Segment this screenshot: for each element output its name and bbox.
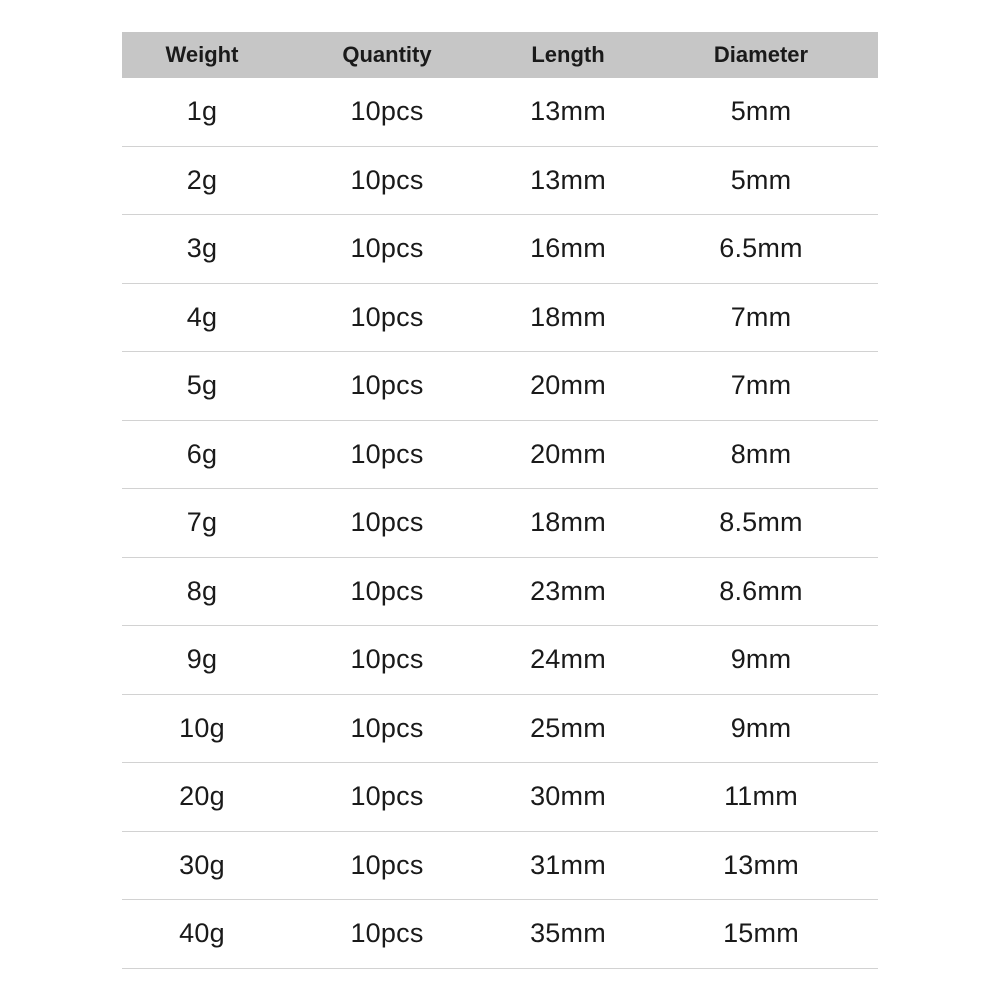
table-row: [122, 489, 878, 558]
cell-weight: 30g: [179, 849, 225, 880]
header-diameter: Diameter: [713, 42, 809, 67]
cell-weight: 10g: [179, 712, 225, 743]
cell-weight: 3g: [186, 233, 218, 264]
cell-weight: 6g: [186, 438, 218, 469]
cell-weight: 2g: [186, 164, 218, 195]
table-row: [122, 78, 878, 147]
cell-length: 18mm: [530, 507, 606, 538]
table-row: [122, 695, 878, 764]
cell-quantity: 10pcs: [350, 301, 424, 332]
table-header-row: [122, 32, 878, 78]
cell-quantity: 10pcs: [350, 233, 424, 264]
cell-weight: 40g: [179, 918, 225, 949]
cell-weight: 7g: [186, 507, 218, 538]
table-row: [122, 832, 878, 901]
cell-weight: 5g: [186, 370, 218, 401]
cell-length: 13mm: [530, 164, 606, 195]
cell-weight: 9g: [186, 644, 218, 675]
cell-quantity: 10pcs: [350, 918, 424, 949]
cell-quantity: 10pcs: [350, 96, 424, 127]
cell-length: 20mm: [530, 370, 606, 401]
cell-length: 20mm: [530, 438, 606, 469]
cell-diameter: 8mm: [730, 438, 792, 469]
cell-length: 16mm: [530, 233, 606, 264]
table-row: [122, 147, 878, 216]
cell-length: 23mm: [530, 575, 606, 606]
cell-weight: 4g: [186, 301, 218, 332]
cell-length: 30mm: [530, 781, 606, 812]
cell-quantity: 10pcs: [350, 438, 424, 469]
cell-weight: 1g: [186, 96, 218, 127]
cell-diameter: 5mm: [730, 164, 792, 195]
cell-length: 25mm: [530, 712, 606, 743]
cell-length: 31mm: [530, 849, 606, 880]
cell-weight: 20g: [179, 781, 225, 812]
cell-quantity: 10pcs: [350, 370, 424, 401]
header-quantity: Quantity: [342, 42, 432, 67]
cell-quantity: 10pcs: [350, 575, 424, 606]
header-weight: Weight: [165, 42, 239, 67]
cell-length: 24mm: [530, 644, 606, 675]
cell-diameter: 7mm: [730, 301, 792, 332]
header-length: Length: [531, 42, 605, 67]
cell-quantity: 10pcs: [350, 781, 424, 812]
cell-diameter: 9mm: [730, 712, 792, 743]
cell-diameter: 9mm: [730, 644, 792, 675]
table-row: [122, 626, 878, 695]
cell-diameter: 5mm: [730, 96, 792, 127]
table-row: [122, 421, 878, 490]
cell-quantity: 10pcs: [350, 712, 424, 743]
table-row: [122, 900, 878, 969]
table-row: [122, 763, 878, 832]
table-row: [122, 558, 878, 627]
spec-table: [122, 32, 878, 969]
table-body: [122, 78, 878, 969]
table-row: [122, 284, 878, 353]
cell-diameter: 13mm: [723, 849, 799, 880]
cell-diameter: 8.5mm: [719, 507, 803, 538]
cell-weight: 8g: [186, 575, 218, 606]
cell-diameter: 6.5mm: [719, 233, 803, 264]
cell-length: 13mm: [530, 96, 606, 127]
cell-quantity: 10pcs: [350, 644, 424, 675]
cell-diameter: 15mm: [723, 918, 799, 949]
cell-length: 35mm: [530, 918, 606, 949]
cell-quantity: 10pcs: [350, 164, 424, 195]
cell-quantity: 10pcs: [350, 849, 424, 880]
cell-diameter: 8.6mm: [719, 575, 803, 606]
table-row: [122, 215, 878, 284]
table-row: [122, 352, 878, 421]
cell-length: 18mm: [530, 301, 606, 332]
cell-diameter: 7mm: [730, 370, 792, 401]
cell-diameter: 11mm: [724, 781, 798, 812]
cell-quantity: 10pcs: [350, 507, 424, 538]
